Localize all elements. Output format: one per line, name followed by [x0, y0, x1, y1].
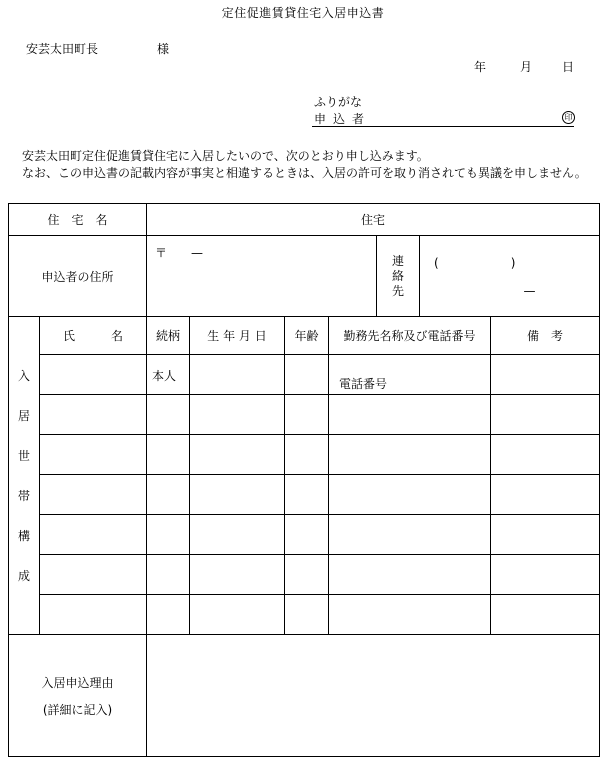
- date-year-label: 年: [474, 60, 487, 74]
- address-label: 申込者の住所: [9, 236, 147, 317]
- member-remarks-cell[interactable]: [491, 355, 600, 395]
- member-workplace-cell[interactable]: [329, 595, 491, 635]
- phone-label: 電話番号: [339, 377, 388, 391]
- contact-label-1: 連: [392, 253, 405, 268]
- col-header-remarks: 備 考: [491, 317, 600, 355]
- member-relation-cell[interactable]: [147, 595, 190, 635]
- member-age-cell[interactable]: [285, 435, 329, 475]
- table-row: [9, 555, 600, 595]
- member-remarks-cell[interactable]: [491, 395, 600, 435]
- member-age-cell[interactable]: [285, 555, 329, 595]
- household-label-1: 入: [17, 368, 30, 383]
- member-name-cell[interactable]: [40, 395, 147, 435]
- intro-text: [8, 148, 604, 182]
- contact-label-3: 先: [392, 283, 405, 298]
- member-name-cell[interactable]: [40, 555, 147, 595]
- member-relation-cell[interactable]: [147, 555, 190, 595]
- member-birthdate-cell[interactable]: [190, 595, 285, 635]
- applicant-label: 申込者: [314, 112, 372, 126]
- household-label-2: 居: [17, 408, 30, 423]
- contact-label: [377, 236, 420, 317]
- form-title: 定住促進賃貸住宅入居申込書: [221, 6, 385, 20]
- table-row: [9, 515, 600, 555]
- housing-name-value[interactable]: 住宅: [147, 204, 600, 236]
- address-field[interactable]: [147, 236, 377, 317]
- household-label-6: 成: [17, 568, 30, 583]
- table-row: [9, 355, 600, 395]
- table-row: [9, 395, 600, 435]
- member-birthdate-cell[interactable]: [190, 515, 285, 555]
- relation-self: 本人: [152, 369, 177, 383]
- reason-label-text: 入居申込理由: [41, 675, 114, 690]
- member-name-cell[interactable]: [40, 515, 147, 555]
- member-workplace-cell[interactable]: [329, 355, 491, 395]
- member-remarks-cell[interactable]: [491, 475, 600, 515]
- table-row: [9, 475, 600, 515]
- member-birthdate-cell[interactable]: [190, 555, 285, 595]
- col-header-age: 年齢: [285, 317, 329, 355]
- household-label-5: 構: [17, 528, 30, 543]
- contact-dash: —: [523, 284, 536, 298]
- contact-field[interactable]: [420, 236, 600, 317]
- household-label-3: 世: [17, 448, 30, 463]
- member-workplace-cell[interactable]: [329, 395, 491, 435]
- member-remarks-cell[interactable]: [491, 595, 600, 635]
- member-name-cell[interactable]: [40, 595, 147, 635]
- member-remarks-cell[interactable]: [491, 555, 600, 595]
- member-birthdate-cell[interactable]: [190, 395, 285, 435]
- member-relation-cell[interactable]: [147, 395, 190, 435]
- reason-field[interactable]: [147, 635, 600, 757]
- member-name-cell[interactable]: [40, 435, 147, 475]
- intro-line-1: 安芸太田町定住促進賃貸住宅に入居したいので、次のとおり申し込みます。: [22, 149, 429, 163]
- member-age-cell[interactable]: [285, 595, 329, 635]
- date-month-label: 月: [520, 60, 533, 74]
- contact-label-2: 絡: [392, 268, 405, 283]
- member-workplace-cell[interactable]: [329, 515, 491, 555]
- application-table: [8, 203, 600, 757]
- member-workplace-cell[interactable]: [329, 555, 491, 595]
- member-workplace-cell[interactable]: [329, 435, 491, 475]
- reason-label: [9, 635, 147, 757]
- col-header-workplace: 勤務先名称及び電話番号: [329, 317, 491, 355]
- postal-mark: 〒 —: [155, 246, 204, 260]
- household-label: [9, 317, 40, 635]
- member-birthdate-cell[interactable]: [190, 355, 285, 395]
- member-remarks-cell[interactable]: [491, 515, 600, 555]
- member-workplace-cell[interactable]: [329, 475, 491, 515]
- honorific: 様: [157, 42, 170, 56]
- member-age-cell[interactable]: [285, 395, 329, 435]
- household-label-4: 帯: [17, 488, 30, 503]
- reason-note: (詳細に記入): [42, 702, 113, 717]
- col-header-relation: 続柄: [147, 317, 190, 355]
- member-age-cell[interactable]: [285, 475, 329, 515]
- applicant-name-line[interactable]: [312, 126, 574, 127]
- member-birthdate-cell[interactable]: [190, 435, 285, 475]
- furigana-label: ふりがな: [314, 95, 363, 109]
- member-relation-cell[interactable]: [147, 515, 190, 555]
- col-header-birthdate: 生 年 月 日: [190, 317, 285, 355]
- member-birthdate-cell[interactable]: [190, 475, 285, 515]
- col-header-name: 氏 名: [40, 317, 147, 355]
- member-age-cell[interactable]: [285, 355, 329, 395]
- member-age-cell[interactable]: [285, 515, 329, 555]
- member-remarks-cell[interactable]: [491, 435, 600, 475]
- housing-name-label: 住 宅 名: [9, 204, 147, 236]
- member-name-cell[interactable]: [40, 355, 147, 395]
- seal-mark: 印: [562, 111, 575, 124]
- table-row: [9, 435, 600, 475]
- contact-paren: ( ): [434, 256, 516, 270]
- member-relation-cell[interactable]: [147, 355, 190, 395]
- addressee: 安芸太田町長: [26, 42, 99, 56]
- member-name-cell[interactable]: [40, 475, 147, 515]
- table-row: [9, 595, 600, 635]
- intro-line-2: なお、この申込書の記載内容が事実と相違するときは、入居の許可を取り消されても異議を申しません。: [22, 166, 587, 180]
- member-relation-cell[interactable]: [147, 435, 190, 475]
- date-day-label: 日: [562, 60, 575, 74]
- member-relation-cell[interactable]: [147, 475, 190, 515]
